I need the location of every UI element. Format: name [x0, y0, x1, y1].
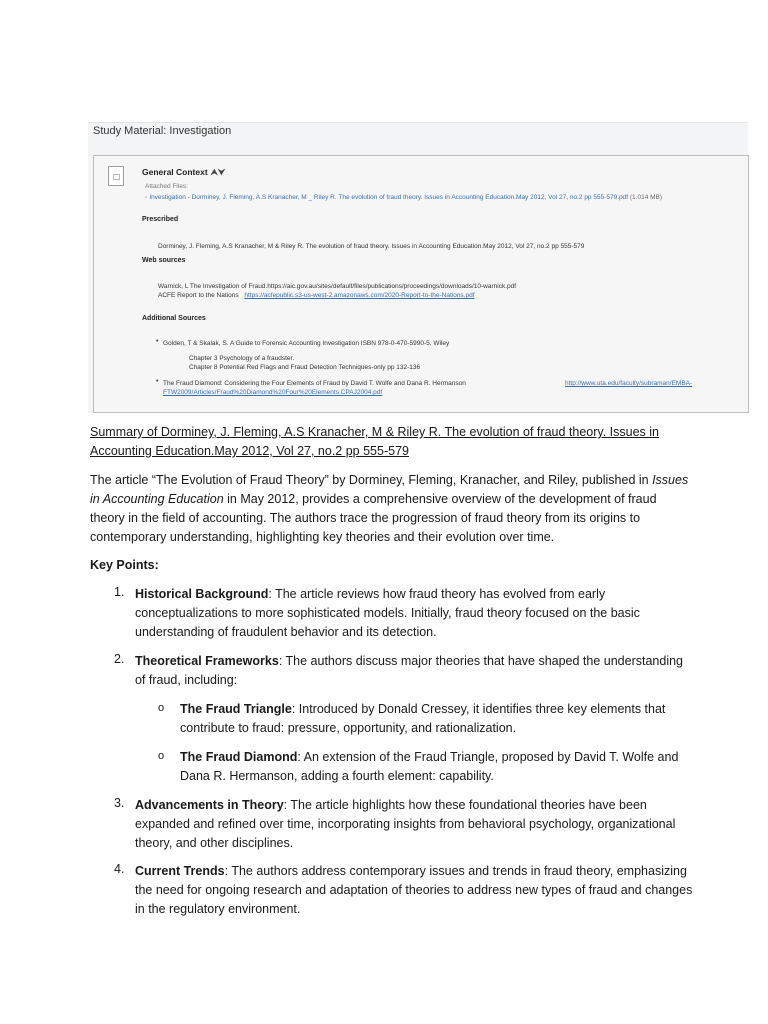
sub-bullet: o: [158, 750, 165, 762]
lms-screenshot: [88, 122, 748, 413]
attached-file-link[interactable]: [145, 193, 719, 202]
sub-item-fraud-triangle: [180, 700, 695, 738]
diamond-link-part2[interactable]: FTW2009/Articles/Fraud%20Diamond%20Four%20Elements.CPAJ2004.pdf: [163, 389, 383, 396]
context-title[interactable]: [142, 167, 225, 178]
list-number: 3.: [114, 796, 125, 810]
item-text: : The authors discuss major theories that have shaped the understanding of fraud, including:: [135, 654, 683, 687]
acfe-label: ACFE Report to the Nations: [158, 292, 239, 299]
list-number: 1.: [114, 585, 125, 599]
golden-chapter-8: Chapter 8 Potential Red Flags and Fraud Detection Techniques-only pp 132-136: [189, 364, 421, 371]
list-number: 4.: [114, 862, 125, 876]
acfe-link[interactable]: https://acfepublic.s3-us-west-2.amazonaws.com/2020-Report-to-the-Nations.pdf: [244, 292, 475, 299]
sub-item-title: The Fraud Triangle: [180, 702, 292, 716]
sub-item-text: : Introduced by Donald Cressey, it identifies three key elements that contribute to fraud: pressure, opportunity, and rationalization.: [180, 702, 666, 735]
file-icon: ▫: [145, 194, 148, 201]
context-title-text: General Context: [142, 167, 208, 177]
additional-sources-heading: Additional Sources: [142, 315, 206, 322]
item-title: Current Trends: [135, 864, 225, 878]
lms-page-title: Study Material: Investigation: [93, 125, 232, 137]
intro-text-a: The article “The Evolution of Fraud Theory” by Dorminey, Fleming, Kranacher, and Riley, published in: [90, 473, 649, 487]
golden-chapter-3: Chapter 3 Psychology of a fraudster.: [189, 355, 295, 362]
list-item-historical-background: [135, 585, 695, 642]
sub-item-title: The Fraud Diamond: [180, 750, 298, 764]
key-points-heading: Key Points:: [90, 558, 159, 572]
content-panel: [93, 155, 749, 413]
summary-heading[interactable]: [90, 423, 690, 461]
summary-heading-line2: Accounting Education.May 2012, Vol 27, no.2 pp 555-579: [90, 444, 409, 458]
prescribed-text: Dorminey, J. Fleming, A.S Kranacher, M & Riley R. The evolution of fraud theory. Issues in Accounting Education.May 2012, Vol 27, no.2 pp 555-579: [158, 243, 585, 250]
list-item-advancements: [135, 796, 695, 853]
document-icon: [108, 166, 124, 186]
intro-text-b: in May 2012, provides a comprehensive overview of the development of fraud theory in the field of accounting. The authors trace the progression of fraud theory from its origins to contemporary understanding, highlighting key theories and their evolution over time.: [90, 492, 657, 544]
web-sources-heading: Web sources: [142, 257, 186, 264]
list-item-theoretical-frameworks: [135, 652, 695, 690]
options-chevron-icon[interactable]: ⮝⮟: [210, 167, 226, 177]
sub-item-fraud-diamond: [180, 748, 695, 786]
summary-heading-line1: Summary of Dorminey, J. Fleming, A.S Kranacher, M & Riley R. The evolution of fraud theory. Issues in: [90, 425, 659, 439]
diamond-link-part1[interactable]: http://www.uta.edu/faculty/subraman/EMBA-: [565, 380, 693, 387]
attached-file-name[interactable]: Investigation - Dorminey, J. Fleming, A.S Kranacher, M _ Riley R. The evolution of fraud theory. Issues in Accounting Education.May 2012, Vol 27, no.2 pp 555-579.pdf: [149, 194, 629, 201]
item-title: Theoretical Frameworks: [135, 654, 279, 668]
item-text: : The article reviews how fraud theory has evolved from early conceptualizations to more sophisticated models. Initially, fraud theory focused on the basic understanding of fraudulent behavior and its detection.: [135, 587, 640, 639]
bullet: •: [156, 378, 159, 385]
item-text: : The authors address contemporary issues and trends in fraud theory, emphasizing the need for ongoing research and adaptation of theories to address new types of fraud and changes in the regulatory environment.: [135, 864, 693, 916]
bullet: •: [156, 338, 159, 345]
list-item-current-trends: [135, 862, 695, 919]
additional-source-golden: Golden, T & Skalak, S. A Guide to Forensic Accounting Investigation ISBN 978-0-470-5990-5. Wiley: [163, 340, 450, 347]
sub-bullet: o: [158, 702, 165, 714]
list-number: 2.: [114, 652, 125, 666]
additional-source-diamond: The Fraud Diamond: Considering the Four Elements of Fraud by David T. Wolfe and Dana R. Hermanson: [163, 380, 466, 387]
intro-paragraph: [90, 471, 690, 547]
item-title: Historical Background: [135, 587, 269, 601]
prescribed-heading: Prescribed: [142, 216, 179, 223]
journal-title: Issues in Accounting Education: [90, 473, 689, 506]
sub-item-text: : An extension of the Fraud Triangle, proposed by David T. Wolfe and Dana R. Hermanson, adding a fourth element: capability.: [180, 750, 679, 783]
item-text: : The article highlights how these foundational theories have been expanded and refined over time, incorporating insights from behavioral psychology, organizational theory, and other disciplines.: [135, 798, 676, 850]
attached-file-size: (1.014 MB): [629, 194, 663, 201]
web-source-acfe: [158, 291, 475, 300]
item-title: Advancements in Theory: [135, 798, 284, 812]
web-source-warnick: Warnick, L The Investigation of Fraud.https://aic.gov.au/sites/default/files/publications/proceedings/downloads/10-warnick.pdf: [158, 283, 517, 290]
attached-files-label: Attached Files:: [145, 183, 188, 190]
